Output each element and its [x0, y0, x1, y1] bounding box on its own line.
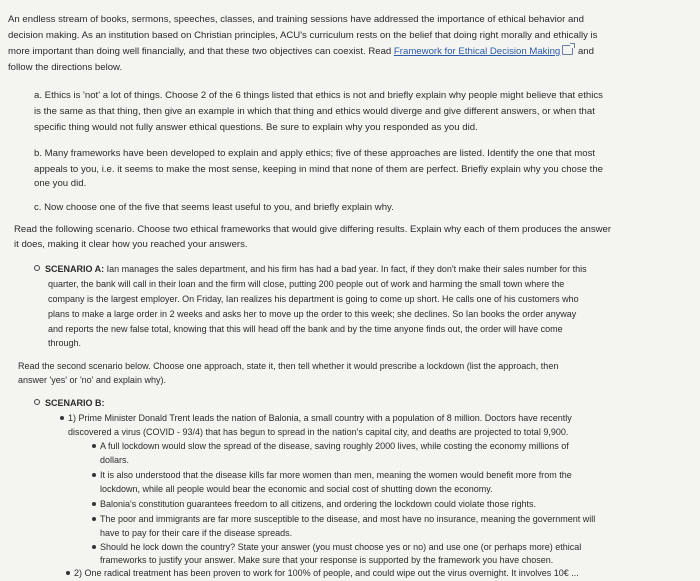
hollow-bullet-icon: [34, 399, 40, 405]
scenario-a-line-5: and reports the new false total, knowing that this will head off the bank and by the time anyone finds out, the order will have come: [48, 324, 563, 334]
bullet-1-line-1: A full lockdown would slow the spread of the disease, saving roughly 2000 lives, while costing the economy millions of: [100, 441, 569, 451]
bullet-icon: [92, 545, 96, 549]
part-a-line-2: is the same as that thing, then give an example in which that thing and ethics would diverge and give different answers, or when that: [34, 106, 595, 117]
scenario-b-heading: [34, 396, 105, 411]
bullet-icon: [92, 502, 96, 506]
scenario-intro-line-1: Read the following scenario. Choose two ethical frameworks that would give differing results. Explain why each of them produces the answer: [14, 224, 612, 235]
external-link-icon[interactable]: [562, 45, 573, 55]
intro-line-3: [8, 44, 594, 60]
bullet-5-line-2: frameworks to justify your answer. Make sure that your response is supported by the framework you have chosen.: [100, 555, 554, 565]
second-intro-line-2: answer 'yes' or 'no' and explain why).: [18, 375, 166, 385]
part-b-line-3: one you did.: [34, 178, 87, 189]
bullet-icon: [92, 517, 96, 521]
bullet-icon: [66, 571, 70, 575]
scenario-a-line-1: [34, 262, 587, 277]
bullet-3-line-1: Balonia's constitution guarantees freedom to all citizens, and ordering the lockdown could violate those rights.: [100, 499, 536, 509]
scenario-intro-line-2: it does, making it clear how you reached your answers.: [14, 239, 248, 250]
scenario-b-label: SCENARIO B:: [45, 398, 105, 408]
scenario-a-label: SCENARIO A:: [45, 264, 105, 274]
scenario-a-line-4: plans to make a large order in 2 weeks and asks her to move up the order to this week; she declines. So Ian books the order anyway: [48, 309, 577, 319]
scenario-b-item2: 2) One radical treatment has been proven to work for 100% of people, and could wipe out the virus overnight. It involves 10€ ...: [74, 568, 579, 578]
bullet-1-line-2: dollars.: [100, 455, 130, 465]
part-c-line: c. Now choose one of the five that seems least useful to you, and briefly explain why.: [34, 202, 394, 213]
framework-link[interactable]: Framework for Ethical Decision Making: [393, 46, 561, 57]
part-a-line-3: specific thing would not fully answer ethical questions. Be sure to explain why you responded as you did.: [34, 122, 478, 133]
hollow-bullet-icon: [34, 265, 40, 271]
intro-line-1: An endless stream of books, sermons, speeches, classes, and training sessions have addressed the importance of ethical behavior and: [8, 14, 584, 25]
scenario-b-item1-line-1: 1) Prime Minister Donald Trent leads the nation of Balonia, a small country with a population of 8 million. Doctors have recently: [68, 413, 572, 423]
intro-line-3-text: more important than doing well financially, and that these two objectives can coexist. Read: [8, 46, 394, 57]
scenario-a-text: Ian manages the sales department, and his firm has had a bad year. In fact, if they don't make their sales number for this: [104, 264, 587, 274]
bullet-icon: [60, 416, 64, 420]
bullet-2-line-2: lockdown, while all people would bear the economic and social cost of shutting down the economy.: [100, 484, 493, 494]
scenario-a-line-3: company is the largest employer. On Friday, Ian realizes his department is going to come up short. He calls one of his customers who: [48, 294, 579, 304]
second-intro-line-1: Read the second scenario below. Choose one approach, state it, then tell whether it would prescribe a lockdown (list the approach, then: [18, 361, 559, 371]
bullet-4-line-1: The poor and immigrants are far more susceptible to the disease, and most have no insurance, meaning the government will: [100, 514, 596, 524]
part-b-line-2: appeals to you, i.e. it seems to make the most sense, keeping in mind that none of them are perfect. Briefly explain why you chose the: [34, 164, 604, 175]
part-a-line-1: a. Ethics is 'not' a lot of things. Choose 2 of the 6 things listed that ethics is not and briefly explain why people might believe that ethics: [34, 90, 603, 101]
intro-line-2: decision making. As an institution based on Christian principles, ACU's curriculum rests on the belief that doing right morally and ethically is: [8, 30, 598, 41]
bullet-5-line-1: Should he lock down the country? State your answer (you must choose yes or no) and use one (or perhaps more) ethical: [100, 542, 582, 552]
bullet-icon: [92, 444, 96, 448]
part-b-line-1: b. Many frameworks have been developed to explain and apply ethics; five of these approaches are listed. Identify the one that most: [34, 148, 596, 159]
bullet-4-line-2: have to pay for their care if the disease spreads.: [100, 528, 293, 538]
bullet-icon: [92, 473, 96, 477]
scenario-b-item1-line-2: discovered a virus (COVID - 93/4) that has begun to spread in the nation's capital city, and deaths are projected to total 9,900.: [68, 427, 569, 437]
intro-line-3-end: and: [575, 46, 594, 57]
scenario-a-line-6: through.: [48, 338, 82, 348]
scenario-a-line-2: quarter, the bank will call in their loan and the firm will close, putting 200 people out of work and harming the small town where the: [48, 279, 565, 289]
intro-line-4: follow the directions below.: [8, 62, 123, 73]
bullet-2-line-1: It is also understood that the disease kills far more women than men, meaning the women would benefit more from the: [100, 470, 572, 480]
